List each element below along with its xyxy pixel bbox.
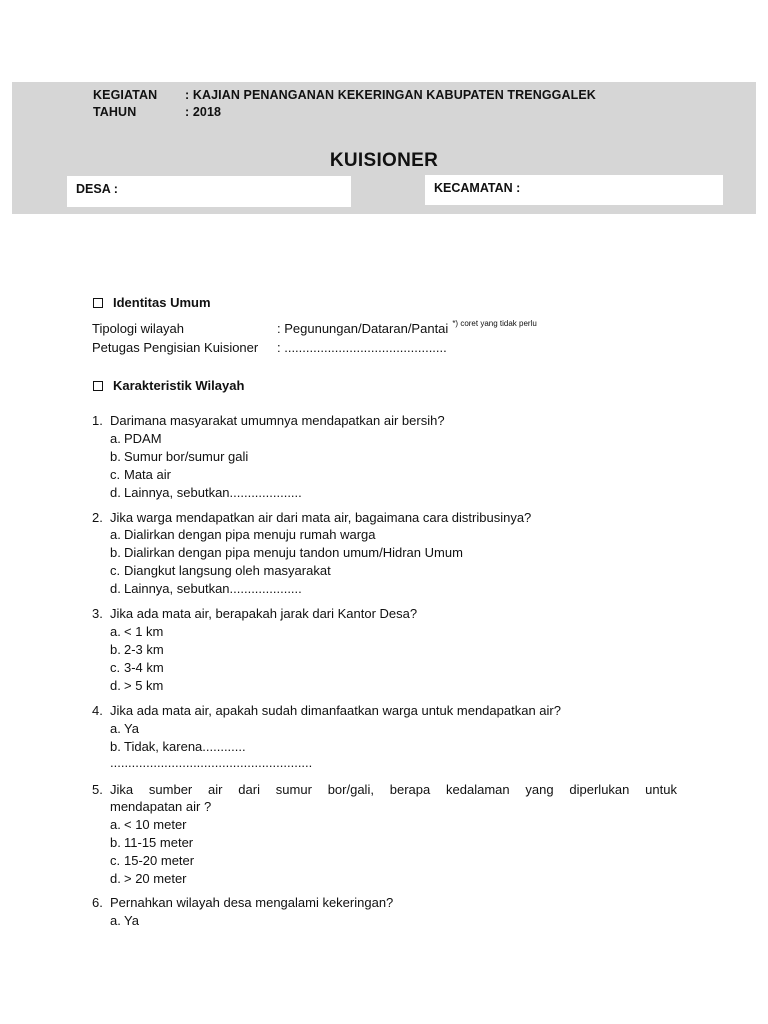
option[interactable] xyxy=(110,448,248,466)
question-text: Pernahkan wilayah desa mengalami kekeringan? xyxy=(110,895,394,910)
option-text: 2-3 km xyxy=(124,642,164,657)
question-number: 5. xyxy=(92,782,103,797)
checkbox-icon[interactable] xyxy=(93,381,103,391)
option-text: 3-4 km xyxy=(124,660,164,675)
kegiatan-row xyxy=(93,88,596,102)
question-5 xyxy=(92,781,677,799)
section-karakteristik-wilayah xyxy=(93,378,244,393)
option[interactable] xyxy=(110,870,187,888)
option[interactable] xyxy=(110,562,331,580)
question-text: Darimana masyarakat umumnya mendapatkan air bersih? xyxy=(110,413,445,428)
question-2 xyxy=(92,509,677,527)
section-title: Identitas Umum xyxy=(113,295,211,310)
question-4 xyxy=(92,702,677,720)
option-letter: d. xyxy=(110,871,121,886)
option[interactable] xyxy=(110,912,139,930)
option-text: > 20 meter xyxy=(124,871,187,886)
option[interactable] xyxy=(110,659,164,677)
option-text: Ya xyxy=(124,913,139,928)
option[interactable] xyxy=(110,720,139,738)
question-3 xyxy=(92,605,677,623)
option-text: Mata air xyxy=(124,467,171,482)
option[interactable] xyxy=(110,641,164,659)
option-text: Ya xyxy=(124,721,139,736)
kecamatan-field[interactable] xyxy=(425,175,723,205)
option-text: Dialirkan dengan pipa menuju tandon umum/Hidran Umum xyxy=(124,545,463,560)
question-5-continuation xyxy=(110,798,677,816)
option-letter: c. xyxy=(110,660,121,675)
question-number: 2. xyxy=(92,510,103,525)
option-letter: a. xyxy=(110,527,121,542)
tipologi-note: *) coret yang tidak perlu xyxy=(452,319,537,328)
option[interactable] xyxy=(110,738,246,756)
option-letter: a. xyxy=(110,624,121,639)
question-number: 3. xyxy=(92,606,103,621)
option-letter: b. xyxy=(110,449,121,464)
question-text-line-2: mendapatan air ? xyxy=(110,799,212,814)
tahun-value: : 2018 xyxy=(185,105,222,119)
desa-label: DESA : xyxy=(76,182,118,196)
petugas-label: Petugas Pengisian Kuisioner xyxy=(92,340,259,355)
question-6 xyxy=(92,894,677,912)
kegiatan-value: : KAJIAN PENANGANAN KEKERINGAN KABUPATEN TRENGGALEK xyxy=(185,88,596,102)
question-text: Jika ada mata air, berapakah jarak dari Kantor Desa? xyxy=(110,606,418,621)
option-text: Dialirkan dengan pipa menuju rumah warga xyxy=(124,527,376,542)
option-text: Lainnya, sebutkan.................... xyxy=(124,581,302,596)
section-identitas-umum xyxy=(93,295,211,310)
option-text: Sumur bor/sumur gali xyxy=(124,449,249,464)
option-letter: d. xyxy=(110,485,121,500)
option-text: > 5 km xyxy=(124,678,164,693)
option-letter: c. xyxy=(110,467,121,482)
option-text: Tidak, karena............ xyxy=(124,739,246,754)
checkbox-icon[interactable] xyxy=(93,298,103,308)
question-1 xyxy=(92,412,677,430)
option-letter: c. xyxy=(110,853,121,868)
option-letter: c. xyxy=(110,563,121,578)
option-text: 11-15 meter xyxy=(124,835,194,850)
option[interactable] xyxy=(110,677,163,695)
petugas-value: : ............................................. xyxy=(277,340,447,355)
option[interactable] xyxy=(110,544,463,562)
option-text: < 10 meter xyxy=(124,817,187,832)
option-letter: b. xyxy=(110,835,121,850)
answer-dotted-line[interactable]: ........................................................ xyxy=(110,755,313,770)
option[interactable] xyxy=(110,526,375,544)
option[interactable] xyxy=(110,623,163,641)
option-letter: d. xyxy=(110,678,121,693)
tipologi-value: : Pegunungan/Dataran/Pantai xyxy=(277,321,449,336)
option-text: Diangkut langsung oleh masyarakat xyxy=(124,563,331,578)
tipologi-row xyxy=(92,321,537,336)
option[interactable] xyxy=(110,484,302,502)
option-letter: b. xyxy=(110,739,121,754)
question-text: Jika warga mendapatkan air dari mata air, bagaimana cara distribusinya? xyxy=(110,510,532,525)
option-text: 15-20 meter xyxy=(124,853,195,868)
option-letter: a. xyxy=(110,431,121,446)
option-text: PDAM xyxy=(124,431,162,446)
option-letter: b. xyxy=(110,642,121,657)
option-letter: b. xyxy=(110,545,121,560)
option[interactable] xyxy=(110,852,194,870)
option[interactable] xyxy=(110,580,302,598)
option-text: < 1 km xyxy=(124,624,164,639)
option-letter: d. xyxy=(110,581,121,596)
section-title: Karakteristik Wilayah xyxy=(113,378,245,393)
petugas-row xyxy=(92,340,447,355)
option[interactable] xyxy=(110,466,171,484)
option-text: Lainnya, sebutkan.................... xyxy=(124,485,302,500)
option-letter: a. xyxy=(110,817,121,832)
document-title: KUISIONER xyxy=(329,150,439,171)
option[interactable] xyxy=(110,834,193,852)
option-letter: a. xyxy=(110,913,121,928)
question-text-line-1: Jika sumber air dari sumur bor/gali, berapa kedalaman yang diperlukan untuk xyxy=(110,782,677,797)
option[interactable] xyxy=(110,430,162,448)
tahun-row xyxy=(93,105,221,119)
question-text: Jika ada mata air, apakah sudah dimanfaatkan warga untuk mendapatkan air? xyxy=(110,703,561,718)
option-letter: a. xyxy=(110,721,121,736)
question-number: 1. xyxy=(92,413,103,428)
question-number: 6. xyxy=(92,895,103,910)
question-number: 4. xyxy=(92,703,103,718)
kegiatan-label: KEGIATAN xyxy=(93,88,158,102)
option[interactable] xyxy=(110,816,187,834)
tipologi-label: Tipologi wilayah xyxy=(92,321,185,336)
kecamatan-label: KECAMATAN : xyxy=(434,181,521,195)
tahun-label: TAHUN xyxy=(93,105,137,119)
desa-field[interactable] xyxy=(67,176,351,207)
